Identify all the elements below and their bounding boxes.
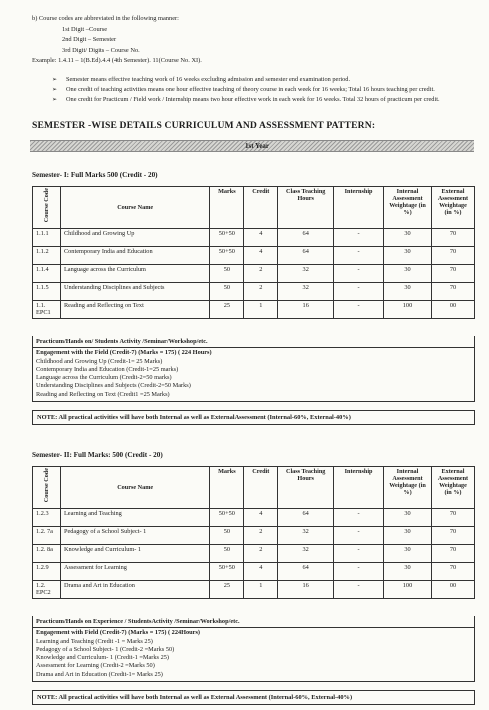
practicum-line: Engagement with Field (Credit-7) (Marks = 175) ( 224Hours) xyxy=(36,629,201,637)
cell-external: 70 xyxy=(431,509,474,527)
cell-code: 1.2. EPC2 xyxy=(33,581,61,599)
header-marks: Marks xyxy=(210,467,244,509)
year-label: 1st Year xyxy=(245,142,270,150)
practicum-line: Pedagogy of a School Subject- 1 (Credit-2 =Marks 50) xyxy=(36,645,175,653)
cell-internal: 30 xyxy=(384,283,432,301)
cell-internal: 30 xyxy=(384,265,432,283)
cell-name: Pedagogy of a School Subject- 1 xyxy=(60,527,209,545)
cell-name: Contemporary India and Education xyxy=(60,247,209,265)
definition-list xyxy=(52,75,472,105)
cell-marks: 50+50 xyxy=(210,563,244,581)
cell-internship: - xyxy=(334,283,384,301)
header-internal: Internal Assessment Weightage (in %) xyxy=(384,187,432,229)
intro-block xyxy=(32,14,472,67)
cell-external: 70 xyxy=(431,545,474,563)
semester-2-table xyxy=(32,466,475,599)
cell-credit: 4 xyxy=(244,247,278,265)
cell-hours: 64 xyxy=(278,229,334,247)
practicum-line: Understanding Disciplines and Subjects (Credit-2=50 Marks) xyxy=(36,382,191,390)
intro-line: b) Course codes are abbreviated in the following manner: xyxy=(32,15,179,22)
cell-internship: - xyxy=(334,509,384,527)
cell-credit: 4 xyxy=(244,509,278,527)
cell-credit: 4 xyxy=(244,229,278,247)
cell-internal: 30 xyxy=(384,247,432,265)
cell-code: 1.1.5 xyxy=(33,283,61,301)
practicum-line: Learning and Teaching (Credit -1 = Marks 25) xyxy=(36,637,153,645)
cell-marks: 50 xyxy=(210,545,244,563)
cell-hours: 32 xyxy=(278,265,334,283)
cell-name: Language across the Curriculum xyxy=(60,265,209,283)
cell-name: Drama and Art in Education xyxy=(60,581,209,599)
header-teaching-hours: Class Teaching Hours xyxy=(278,467,334,509)
practicum-line: Engagement with the Field (Credit-7) (Marks = 175) ( 224 Hours) xyxy=(36,349,212,357)
cell-external: 00 xyxy=(431,301,474,319)
cell-external: 00 xyxy=(431,581,474,599)
cell-hours: 64 xyxy=(278,563,334,581)
cell-marks: 50+50 xyxy=(210,247,244,265)
cell-external: 70 xyxy=(431,229,474,247)
cell-internship: - xyxy=(334,545,384,563)
cell-external: 70 xyxy=(431,563,474,581)
semester-1-table xyxy=(32,186,475,319)
header-marks: Marks xyxy=(210,187,244,229)
header-course-code: Course Code xyxy=(33,467,61,509)
practicum-line: Contemporary India and Education (Credit-1=25 marks) xyxy=(36,365,179,373)
intro-line: 1st Digit –Course xyxy=(62,25,108,33)
cell-hours: 32 xyxy=(278,527,334,545)
cell-internship: - xyxy=(334,247,384,265)
semester-2-heading: Semester- II: Full Marks: 500 (Credit - 20) xyxy=(32,451,163,459)
cell-internal: 30 xyxy=(384,509,432,527)
cell-credit: 2 xyxy=(244,527,278,545)
cell-hours: 64 xyxy=(278,247,334,265)
arrow-bullet-icon: ➢ xyxy=(52,96,58,103)
semester-1-heading: Semester- I: Full Marks 500 (Credit - 20) xyxy=(32,171,158,179)
cell-hours: 32 xyxy=(278,283,334,301)
intro-line: 2nd Digit – Semester xyxy=(62,36,117,43)
practicum-heading: Practicum/Hands on Experience / StudentsActivity /Seminar/Workshop/etc. xyxy=(36,618,240,625)
cell-code: 1.1.2 xyxy=(33,247,61,265)
cell-credit: 2 xyxy=(244,265,278,283)
cell-credit: 1 xyxy=(244,301,278,319)
header-credit: Credit xyxy=(244,187,278,229)
practicum-line: Reading and Reflecting on Text (Credit1 =25 Marks) xyxy=(36,390,170,398)
cell-name: Assessment for Learning xyxy=(60,563,209,581)
semester-1-note: NOTE: All practical activities will have both Internal as well as ExternalAssessment (Internal-60%, External-40%) xyxy=(32,410,475,425)
cell-internal: 30 xyxy=(384,229,432,247)
cell-internship: - xyxy=(334,301,384,319)
header-external: External Assessment Weightage (in %) xyxy=(431,467,474,509)
section-title: SEMESTER -WISE DETAILS CURRICULUM AND ASSESSMENT PATTERN: xyxy=(32,120,376,131)
header-external: External Assessment Weightage (in %) xyxy=(431,187,474,229)
table-row xyxy=(33,509,475,527)
arrow-bullet-icon: ➢ xyxy=(52,86,58,93)
cell-code: 1.2.9 xyxy=(33,563,61,581)
cell-internship: - xyxy=(334,581,384,599)
cell-internship: - xyxy=(334,563,384,581)
cell-code: 1.1. EPC1 xyxy=(33,301,61,319)
cell-name: Childhood and Growing Up xyxy=(60,229,209,247)
cell-marks: 50 xyxy=(210,527,244,545)
cell-code: 1.2.3 xyxy=(33,509,61,527)
cell-credit: 2 xyxy=(244,545,278,563)
cell-code: 1.2. 7a xyxy=(33,527,61,545)
cell-name: Learning and Teaching xyxy=(60,509,209,527)
intro-example: Example: 1.4.11 – 1(B.Ed).4.4 (4th Semester). 11(Course No. XI). xyxy=(32,57,202,64)
cell-internship: - xyxy=(334,527,384,545)
cell-marks: 25 xyxy=(210,301,244,319)
practicum-details xyxy=(33,627,474,679)
cell-external: 70 xyxy=(431,527,474,545)
table-row xyxy=(33,545,475,563)
cell-marks: 50 xyxy=(210,283,244,301)
cell-internship: - xyxy=(334,265,384,283)
cell-credit: 2 xyxy=(244,283,278,301)
cell-credit: 1 xyxy=(244,581,278,599)
cell-marks: 50+50 xyxy=(210,229,244,247)
cell-code: 1.2. 8a xyxy=(33,545,61,563)
cell-external: 70 xyxy=(431,283,474,301)
cell-hours: 64 xyxy=(278,509,334,527)
table-row xyxy=(33,283,475,301)
year-banner xyxy=(30,140,474,152)
header-course-name: Course Name xyxy=(60,187,209,229)
cell-external: 70 xyxy=(431,265,474,283)
definition-item: ➢ One credit for Practicum / Field work / Internship means two hour effective work in each week for 16 weeks. Total 32 hours of practicum per credit. xyxy=(52,96,440,103)
header-internship: Internship xyxy=(334,187,384,229)
cell-code: 1.1.1 xyxy=(33,229,61,247)
header-course-name: Course Name xyxy=(60,467,209,509)
cell-code: 1.1.4 xyxy=(33,265,61,283)
cell-internal: 100 xyxy=(384,581,432,599)
practicum-heading: Practicum/Hands on/ Students Activity /Seminar/Workshop/etc. xyxy=(36,338,208,345)
cell-internship: - xyxy=(334,229,384,247)
header-credit: Credit xyxy=(244,467,278,509)
practicum-line: Childhood and Growing Up (Credit-1= 25 Marks) xyxy=(36,357,163,365)
table-row xyxy=(33,265,475,283)
cell-external: 70 xyxy=(431,247,474,265)
semester-2-practicum xyxy=(32,616,475,682)
header-internship: Internship xyxy=(334,467,384,509)
practicum-line: Language across the Curriculum (Credit-2=50 marks) xyxy=(36,374,172,382)
cell-name: Understanding Disciplines and Subjects xyxy=(60,283,209,301)
practicum-details xyxy=(33,347,474,399)
cell-hours: 32 xyxy=(278,545,334,563)
cell-internal: 30 xyxy=(384,545,432,563)
practicum-line: Assessment for Learning (Credit-2 =Marks 50) xyxy=(36,662,155,670)
cell-credit: 4 xyxy=(244,563,278,581)
cell-internal: 30 xyxy=(384,563,432,581)
semester-2-note: NOTE: All practical activities will have both Internal as well as External Assessment (Internal-60%, External-40%) xyxy=(32,690,475,705)
table-row xyxy=(33,247,475,265)
cell-name: Knowledge and Curriculum- 1 xyxy=(60,545,209,563)
table-row xyxy=(33,581,475,599)
header-teaching-hours: Class Teaching Hours xyxy=(278,187,334,229)
cell-internal: 30 xyxy=(384,527,432,545)
cell-hours: 16 xyxy=(278,581,334,599)
header-course-code: Course Code xyxy=(33,187,61,229)
definition-item: ➢ One credit of teaching activities means one hour effective teaching of theory course in each week for 16 weeks; Total 16 hours teaching per credit. xyxy=(52,86,435,93)
arrow-bullet-icon: ➢ xyxy=(52,76,58,83)
practicum-line: Drama and Art in Education (Credit-1= Marks 25) xyxy=(36,670,163,678)
cell-marks: 50+50 xyxy=(210,509,244,527)
cell-marks: 50 xyxy=(210,265,244,283)
cell-marks: 25 xyxy=(210,581,244,599)
definition-item: ➢ Semester means effective teaching work of 16 weeks excluding admission and semester end examination period. xyxy=(52,76,351,83)
header-internal: Internal Assessment Weightage (in %) xyxy=(384,467,432,509)
table-row xyxy=(33,563,475,581)
intro-line: 3rd Digit/ Digits – Course No. xyxy=(62,46,140,54)
cell-internal: 100 xyxy=(384,301,432,319)
table-row xyxy=(33,527,475,545)
practicum-line: Knowledge and Curriculum- 1 (Credit-1 =Marks 25) xyxy=(36,654,169,662)
semester-1-practicum xyxy=(32,336,475,402)
table-row xyxy=(33,229,475,247)
cell-name: Reading and Reflecting on Text xyxy=(60,301,209,319)
table-row xyxy=(33,301,475,319)
cell-hours: 16 xyxy=(278,301,334,319)
